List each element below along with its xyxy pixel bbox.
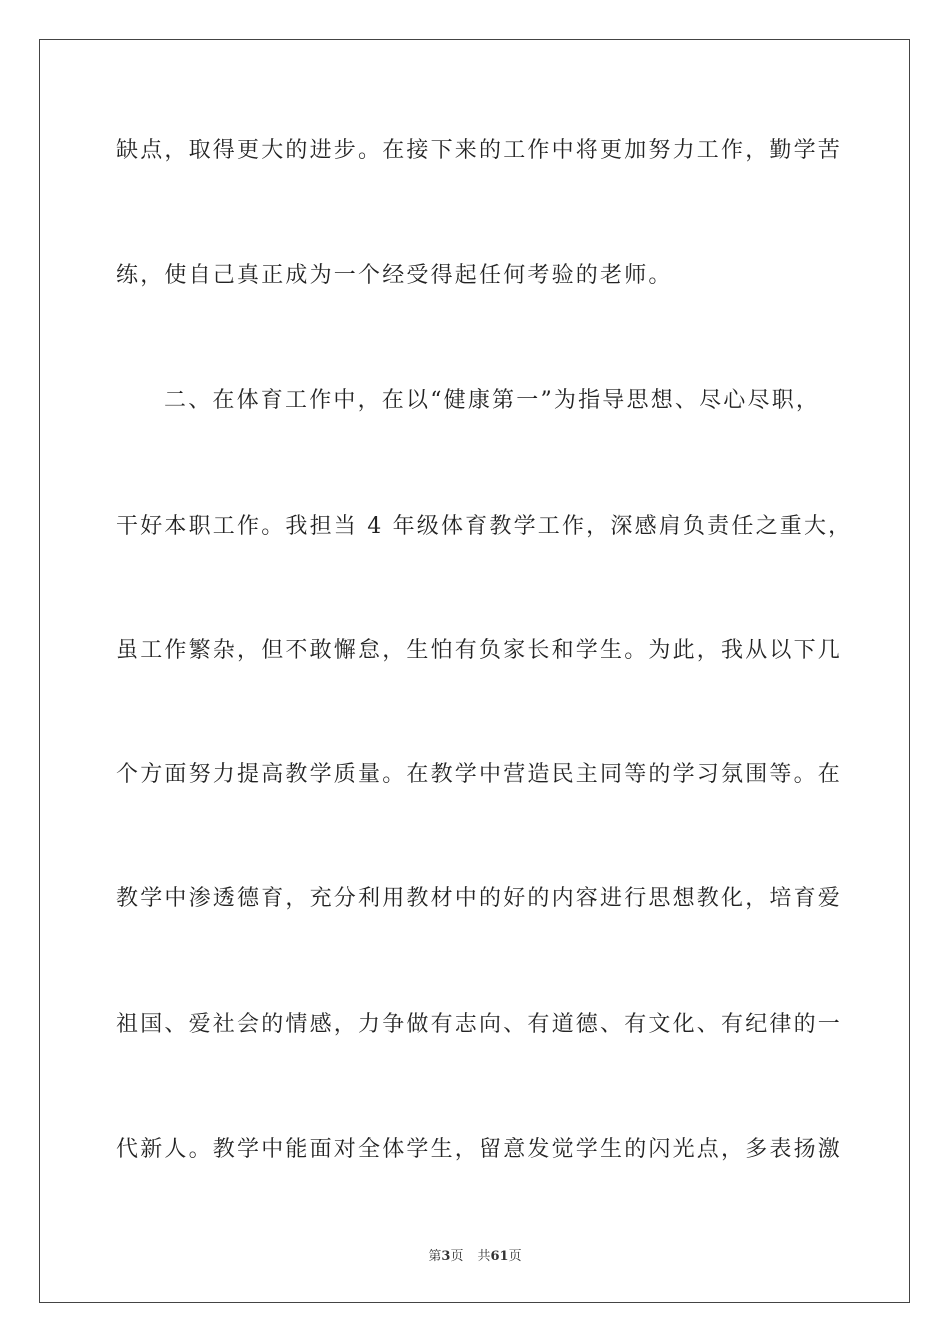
- text-line-2: 练，使自己真正成为一个经受得起任何考验的老师。: [116, 263, 673, 288]
- page-border: [39, 39, 910, 1303]
- text-line-7: 教学中渗透德育，充分利用教材中的好的内容进行思想教化，培育爱: [116, 886, 843, 911]
- text-line-9: 代新人。教学中能面对全体学生，留意发觉学生的闪光点，多表扬激: [116, 1137, 843, 1162]
- text-line-4: 干好本职工作。我担当 4 年级体育教学工作，深感肩负责任之重大，: [116, 514, 853, 539]
- page-footer: [0, 1248, 950, 1266]
- text-line-1: 缺点，取得更大的进步。在接下来的工作中将更加努力工作，勤学苦: [116, 138, 843, 163]
- page-suffix: 页: [450, 1249, 464, 1264]
- page-prefix: 第: [428, 1249, 442, 1264]
- page-number: 3: [441, 1249, 451, 1264]
- text-line-6: 个方面努力提高教学质量。在教学中营造民主同等的学习氛围等。在: [116, 762, 843, 787]
- total-suffix: 页: [508, 1249, 522, 1264]
- total-pages: 61: [490, 1249, 509, 1264]
- text-line-3-section-heading: 二、在体育工作中，在以“健康第一”为指导思想、尽心尽职，: [164, 388, 821, 413]
- total-prefix: 共: [477, 1249, 491, 1264]
- text-line-8: 祖国、爱社会的情感，力争做有志向、有道德、有文化、有纪律的一: [116, 1012, 843, 1037]
- text-line-5: 虽工作繁杂，但不敢懈怠，生怕有负家长和学生。为此，我从以下几: [116, 638, 843, 663]
